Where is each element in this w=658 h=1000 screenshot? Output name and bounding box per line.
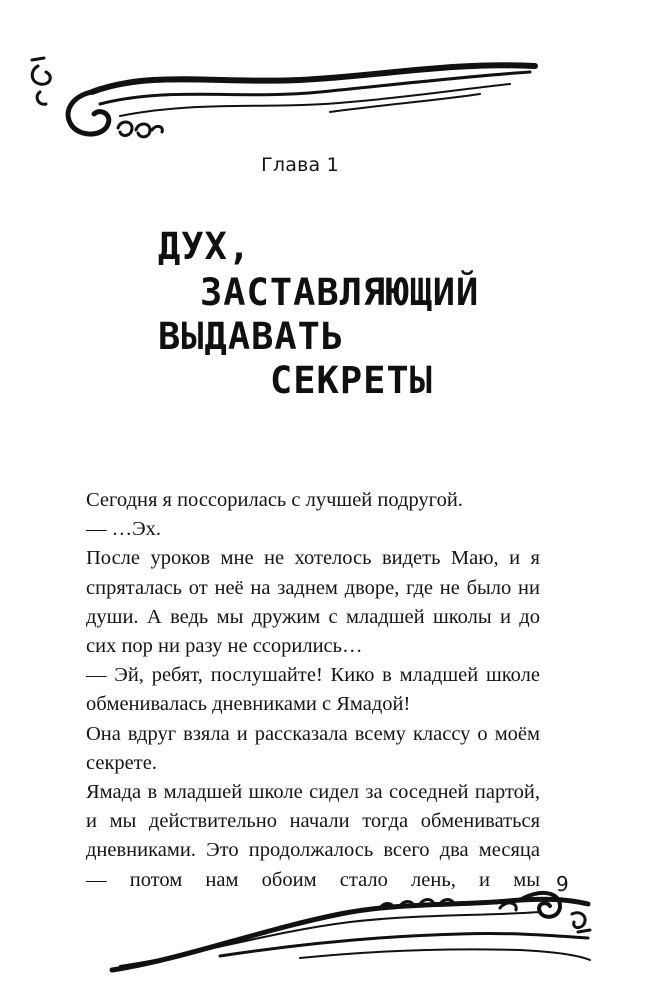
paragraph: — …Эх. [86,518,162,541]
chapter-title-line-2: ЗАСТАВЛЯЮЩИЙ [200,271,480,314]
chapter-label: Глава 1 [261,154,339,176]
paragraph: Она вдруг взяла и рассказала всему классу о моём секрете. [86,722,540,774]
paragraph: Сегодня я поссорилась с лучшей подругой. [86,489,463,511]
paragraph: Ямада в младшей школе сидел за соседней партой, и мы действительно начали тогда обмениваться дневниками. Это продолжалось всего два месяца — потом нам обоим стало лень, и мы [86,781,540,891]
paragraph: После уроков мне не хотелось видеть Маю, и я спряталась от неё на заднем дворе, где не было ни души. А ведь мы дружим с младшей школы и до сих пор ни разу не ссорились… [86,547,540,658]
top-wave-ornament [0,0,658,150]
page-number: 9 [556,872,569,896]
paragraph: — Эй, ребят, послушайте! Кико в младшей школе обменивалась дневниками с Ямадой! [86,664,540,716]
chapter-title-line-4: СЕКРЕТЫ [270,359,433,402]
bottom-wave-ornament [0,870,658,995]
chapter-title-line-3: ВЫДАВАТЬ [158,315,345,358]
body-text [86,486,540,895]
chapter-title-line-1: ДУХ, [158,225,252,268]
